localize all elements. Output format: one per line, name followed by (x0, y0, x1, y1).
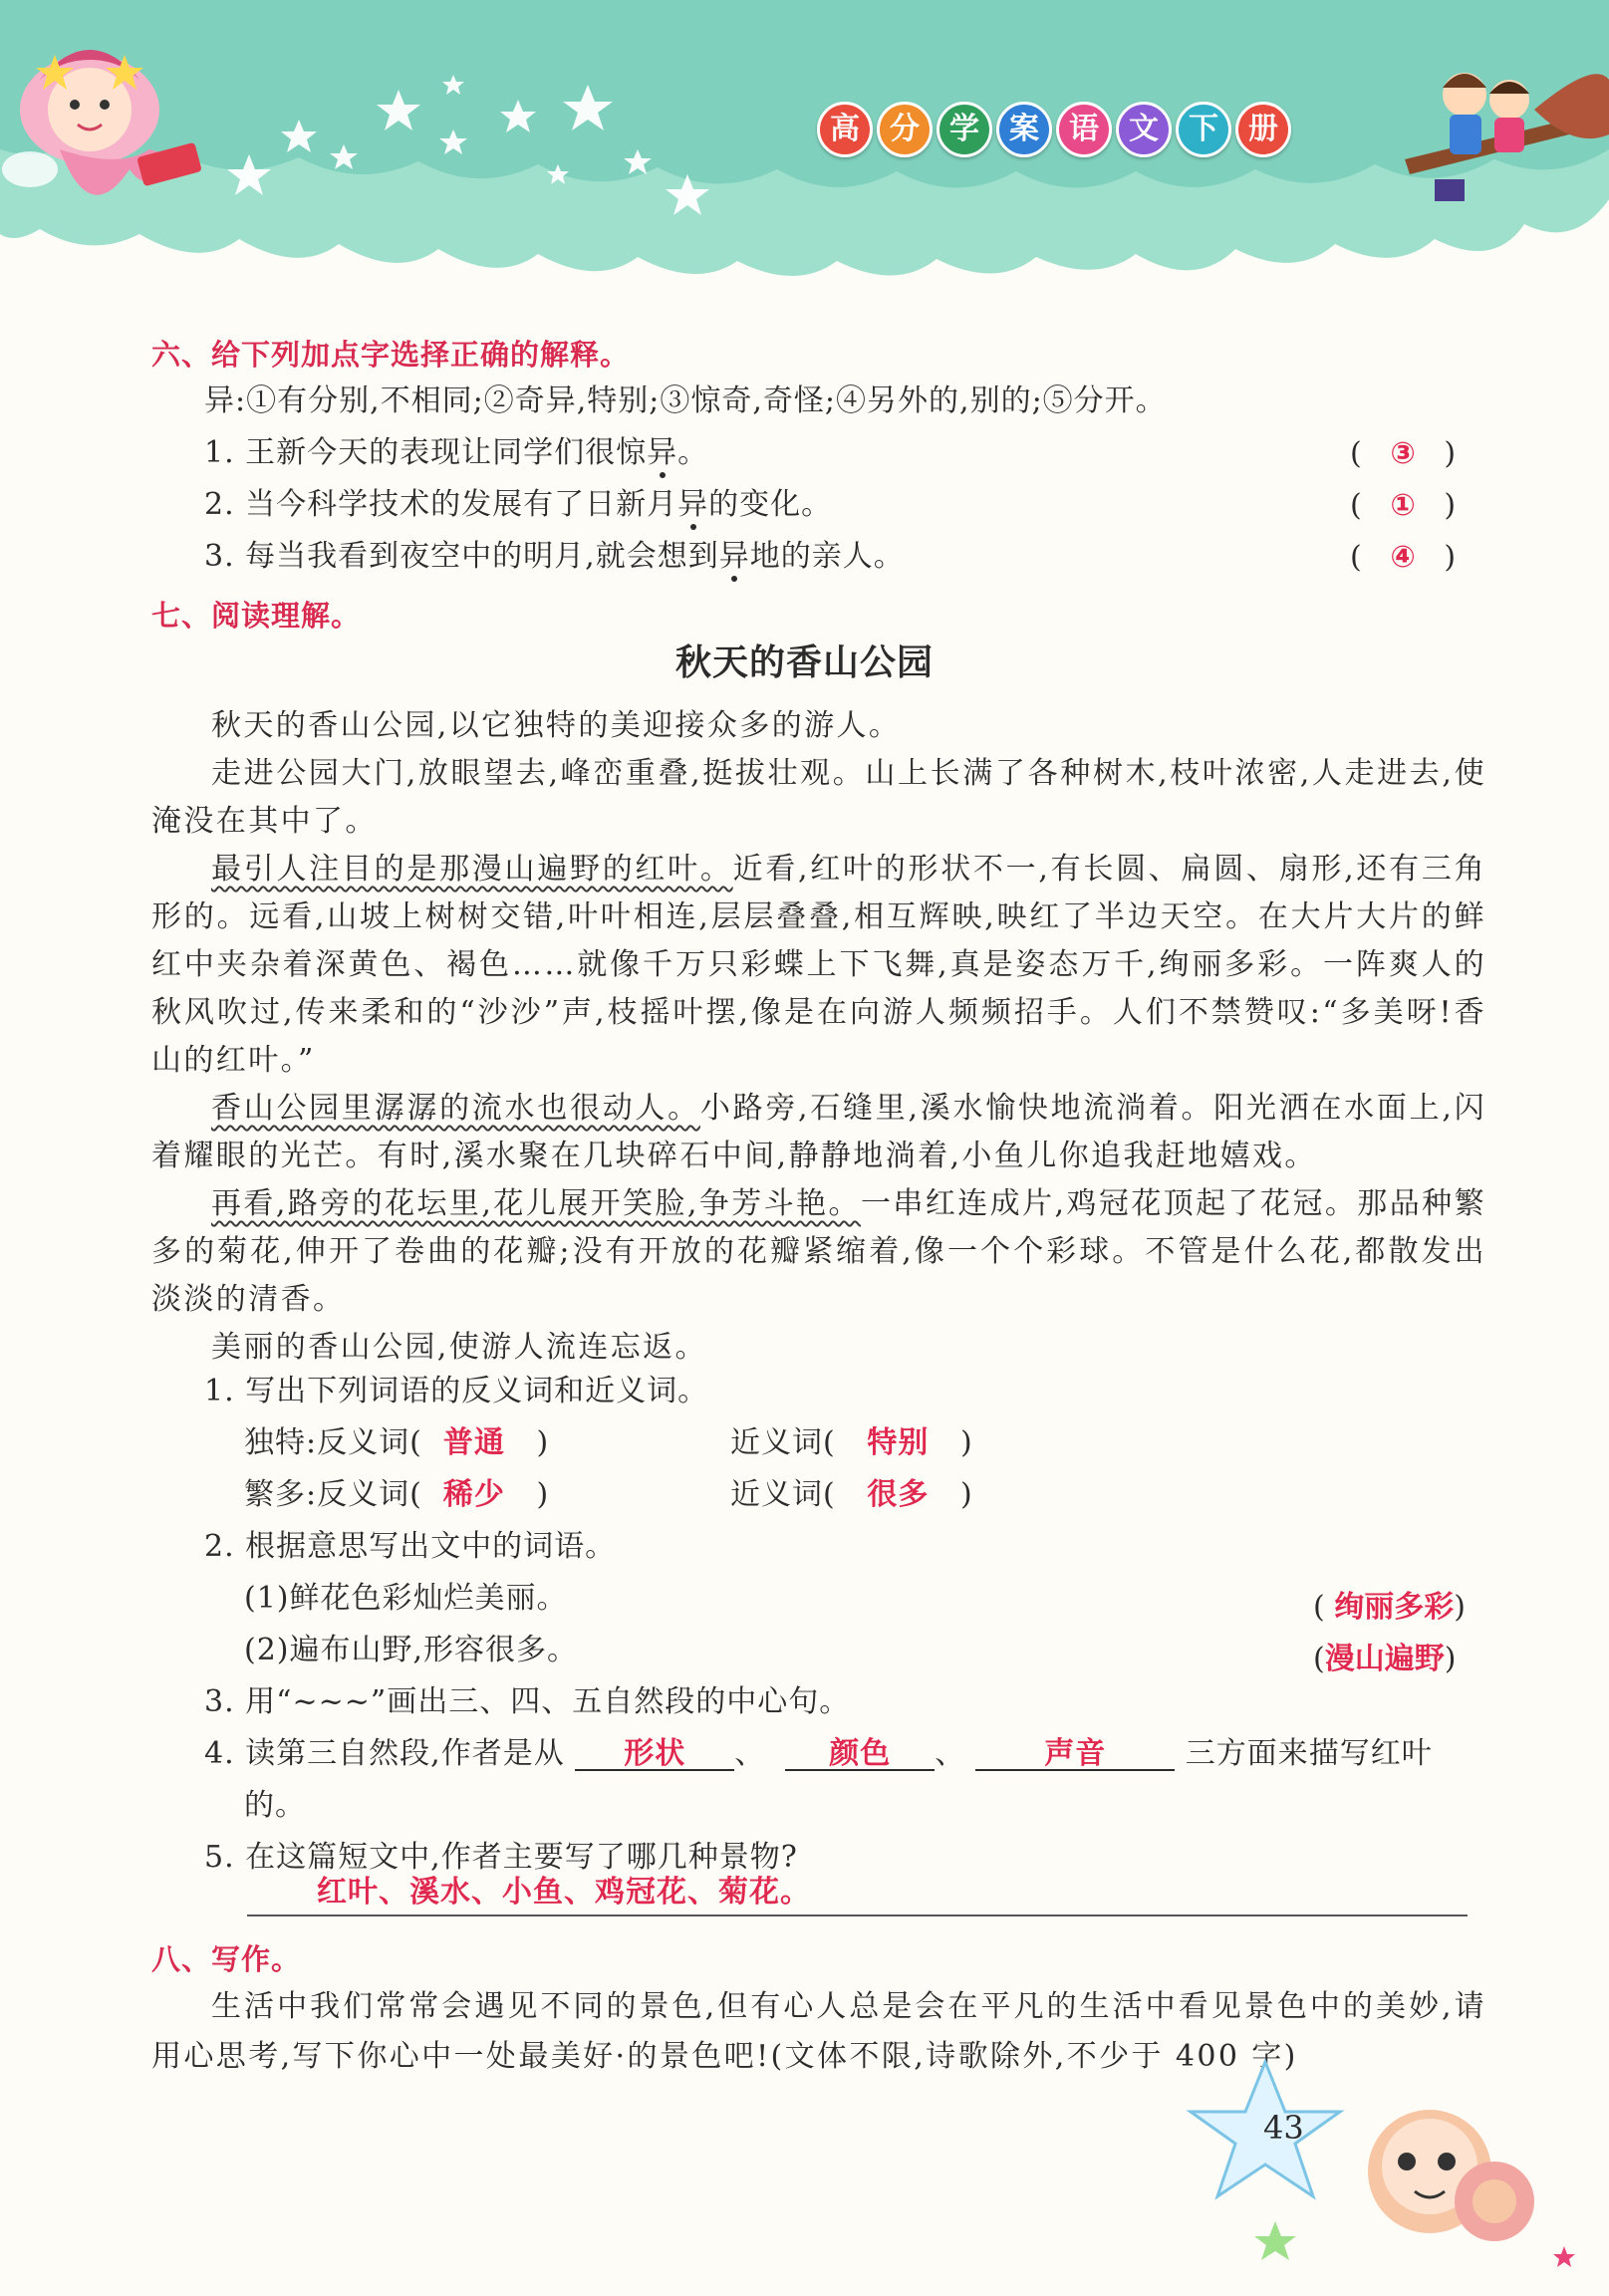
topic-sentence: 香山公园里潺潺的流水也很动人。 (211, 1091, 700, 1126)
header-cloud-art (0, 0, 1609, 299)
answer: 很多 (867, 1477, 930, 1512)
question-item: 3. 每当我看到夜空中的明月,就会想到异地的亲人。 (204, 539, 905, 574)
answer-paren: (漫山遍野) (1313, 1642, 1457, 1676)
answer: 普通 (442, 1425, 505, 1460)
answer-paren: ( 绚丽多彩) (1313, 1590, 1466, 1625)
paragraph-2: 走进公园大门,放眼望去,峰峦重叠,挺拔壮观。山上长满了各种树木,枝叶浓密,人走进去,使淹没在其中了。 (151, 756, 1486, 839)
q1-row: 繁多:反义词( 稀少 ) (244, 1477, 550, 1512)
section8-title: 八、写作。 (151, 1942, 302, 1976)
answer: 稀少 (442, 1477, 505, 1512)
dotted-char: 异 (647, 435, 678, 470)
q2-text: 2. 根据意思写出文中的词语。 (204, 1529, 617, 1564)
answer-paren: ( ③ ) (1350, 436, 1457, 471)
paragraph-3: 最引人注目的是那漫山遍野的红叶。近看,红叶的形状不一,有长圆、扁圆、扇形,还有三角形的。远看,山坡上树树交错,叶叶相连,层层叠叠,相互辉映,映红了半边天空。在大片大片的鲜红中夹杂着深黄色、褐色……就像千万只彩蝶上下飞舞,真是姿态万千,绚丽多彩。一阵爽人的秋风吹过,传来柔和的“沙沙”声,枝摇叶摆,像是在向游人频频招手。人们不禁赞叹:“多美呀!香山的红叶。” (151, 852, 1486, 1078)
answer: 特别 (867, 1425, 930, 1460)
series-char: 文 (1116, 102, 1172, 157)
answer-blank: 声音 (975, 1739, 1175, 1771)
section7-title: 七、阅读理解。 (151, 599, 362, 633)
series-char: 学 (937, 102, 992, 157)
q4-continuation: 的。 (244, 1788, 306, 1823)
series-char: 案 (996, 102, 1052, 157)
answer: ① (1390, 488, 1416, 523)
topic-sentence: 再看,路旁的花坛里,花儿展开笑脸,争芳斗艳。 (211, 1186, 861, 1221)
q3-text: 3. 用“~~~”画出三、四、五自然段的中心句。 (204, 1684, 851, 1719)
paragraph-5: 再看,路旁的花坛里,花儿展开笑脸,争芳斗艳。一串红连成片,鸡冠花顶起了花冠。那品种繁多的菊花,伸开了卷曲的花瓣;没有开放的花瓣紧缩着,像一个个彩球。不管是什么花,都散发出淡淡的清香。 (151, 1186, 1486, 1317)
answer-line (247, 1914, 1468, 1916)
paragraph-1: 秋天的香山公园,以它独特的美迎接众多的游人。 (211, 708, 902, 743)
answer-paren: ( ① ) (1350, 488, 1457, 523)
q1-row-syn: 近义词( 很多 ) (730, 1477, 973, 1512)
paragraph-6: 美丽的香山公园,使游人流连忘返。 (211, 1330, 707, 1365)
series-char: 册 (1235, 102, 1291, 157)
answer-blank: 形状 (575, 1739, 734, 1771)
definition-line: 异:①有分别,不相同;②奇异,特别;③惊奇,奇怪;④另外的,别的;⑤分开。 (204, 383, 1167, 418)
dotted-char: 异 (677, 487, 709, 522)
question-item: 1. 王新今天的表现让同学们很惊异。 (204, 435, 709, 470)
header-banner (0, 0, 1609, 299)
q5-text: 5. 在这篇短文中,作者主要写了哪几种景物? (204, 1840, 798, 1875)
answer: 绚丽多彩 (1334, 1590, 1455, 1625)
series-char: 高 (817, 102, 873, 157)
q1-row-syn: 近义词( 特别 ) (730, 1425, 973, 1460)
paragraph-4: 香山公园里潺潺的流水也很动人。小路旁,石缝里,溪水愉快地流淌着。阳光洒在水面上,闪着耀眼的光芒。有时,溪水聚在几块碎石中间,静静地淌着,小鱼儿你追我赶地嬉戏。 (151, 1091, 1486, 1173)
q1-row: 独特:反义词( 普通 ) (244, 1425, 550, 1460)
footer-decoration (1176, 2052, 1594, 2281)
q2-item: (1)鲜花色彩灿烂美丽。 (244, 1581, 568, 1616)
answer: ③ (1390, 436, 1416, 471)
series-char: 下 (1176, 102, 1231, 157)
dotted-char: 异 (718, 539, 750, 574)
writing-prompt: 生活中我们常常会遇见不同的景色,但有心人总是会在平凡的生活中看见景色中的美妙,请用心思考,写下你心中一处最美好·的景色吧!(文体不限,诗歌除外,不少于 400 字) (151, 1989, 1486, 2074)
q5-answer: 红叶、溪水、小鱼、鸡冠花、菊花。 (317, 1875, 811, 1910)
article-title: 秋天的香山公园 (674, 642, 934, 683)
answer: 漫山遍野 (1324, 1642, 1445, 1676)
answer: ④ (1390, 540, 1416, 575)
question-item: 2. 当今科学技术的发展有了日新月异的变化。 (204, 487, 833, 522)
series-char: 语 (1056, 102, 1112, 157)
answer-blank: 颜色 (785, 1739, 935, 1771)
section6-title: 六、给下列加点字选择正确的解释。 (151, 338, 631, 372)
q4-text: 4. 读第三自然段,作者是从 形状 、 颜色 、 声音 三方面来描写红叶 (204, 1736, 1433, 1771)
page-number: 43 (1263, 2109, 1304, 2147)
answer-paren: ( ④ ) (1350, 540, 1457, 575)
q1-text: 1. 写出下列词语的反义词和近义词。 (204, 1374, 709, 1408)
topic-sentence: 最引人注目的是那漫山遍野的红叶。 (211, 852, 733, 887)
q2-item: (2)遍布山野,形容很多。 (244, 1633, 579, 1667)
series-char: 分 (877, 102, 933, 157)
series-title (817, 102, 1295, 157)
